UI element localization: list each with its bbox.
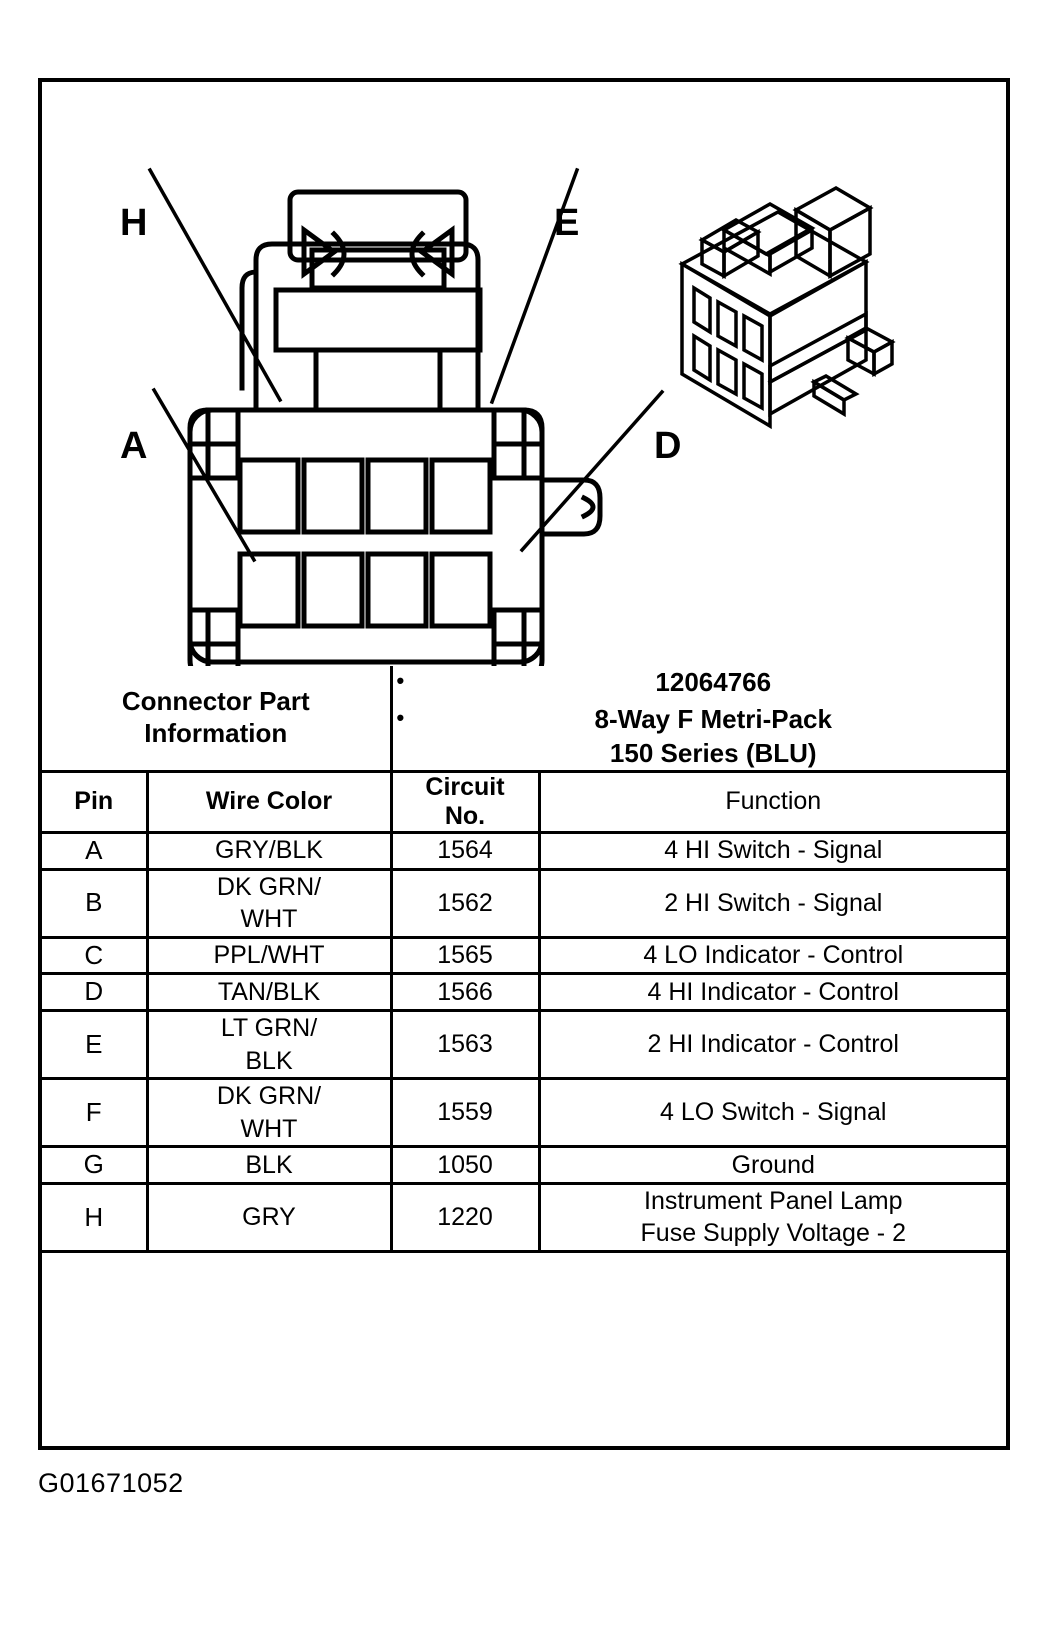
figure-caption: G01671052 [38,1468,184,1498]
cell-wire-color [147,1079,391,1147]
cell-wire-color [147,832,391,869]
cell-circuit-no: 1563 [391,1011,539,1079]
cell-function: 2 HI Indicator - Control [539,1011,1006,1079]
cavity-top-1 [240,460,298,532]
wire-color-line2: WHT [240,1114,298,1143]
column-header-circuit-line2: No. [444,801,486,830]
table-row [42,832,1006,869]
iso-latch-ramp-face [770,230,812,272]
cell-function [539,1183,1006,1251]
cell-function: 4 HI Switch - Signal [539,832,1006,869]
connector-isometric-view [682,188,892,426]
bullet-icon: • [396,705,405,731]
cell-wire-color [147,869,391,937]
function-line1: Instrument Panel Lamp [644,1186,903,1215]
callout-label-d: D [654,425,682,467]
cavity-bottom-4 [432,554,490,626]
column-header-function: Function [539,771,1006,832]
cpi-heading-line1: Connector Part [121,686,310,717]
cpi-item-connector-type [396,703,1007,770]
column-header-circuit-no [391,771,539,832]
callout-label-h: H [120,202,148,244]
callout-label-a: A [120,425,148,467]
cavity-top-3 [368,460,426,532]
cell-pin: H [42,1183,147,1251]
connector-part-information-row [42,666,1006,771]
cell-wire-color [147,1183,391,1251]
table-row [42,869,1006,937]
wire-color-line1: GRY/BLK [215,836,323,865]
cell-pin: E [42,1011,147,1079]
cavity-row-bottom [240,554,490,626]
function-line2: Fuse Supply Voltage - 2 [640,1219,906,1248]
wire-color-line1: DK GRN/ [216,1082,322,1111]
cell-pin: C [42,937,147,974]
cell-pin: B [42,869,147,937]
wire-color-line1: GRY [242,1203,296,1232]
table-row [42,1079,1006,1147]
column-header-wire-color: Wire Color [147,771,391,832]
connector-front-face [190,410,600,666]
iso-side-rail [770,314,866,382]
cavity-bottom-1 [240,554,298,626]
cpi-part-number: 12064766 [655,667,772,697]
cell-pin: A [42,832,147,869]
cavity-top-4 [432,460,490,532]
cavity-top-2 [304,460,362,532]
wire-color-line1: LT GRN/ [220,1014,318,1043]
connector-pin-table [42,666,1006,1253]
wire-color-line1: PPL/WHT [213,941,325,970]
bullet-icon: • [396,668,405,693]
cell-pin: G [42,1147,147,1184]
cavity-bottom-3 [368,554,426,626]
cell-circuit-no: 1220 [391,1183,539,1251]
connector-diagram [42,82,1006,666]
cell-circuit-no: 1562 [391,869,539,937]
wire-color-line2: BLK [245,1046,293,1075]
cell-wire-color [147,937,391,974]
callout-leader-lines [150,170,662,560]
cpi-connector-series: 150 Series (BLU) [609,737,817,768]
cell-function: 4 HI Indicator - Control [539,974,1006,1011]
table-row [42,1183,1006,1251]
cell-pin: D [42,974,147,1011]
cavity-row-top [240,460,490,532]
iso-lever-front [702,240,724,276]
cell-circuit-no: 1559 [391,1079,539,1147]
cell-wire-color [147,974,391,1011]
iso-tower-side [830,208,870,276]
cpi-item-part-number [396,666,1007,699]
cell-function: Ground [539,1147,1006,1184]
cell-circuit-no: 1050 [391,1147,539,1184]
wire-color-line1: DK GRN/ [216,872,322,901]
leader-line-h [150,170,280,400]
cpi-connector-type: 8-Way F Metri-Pack [594,704,832,735]
wire-color-line1: TAN/BLK [217,978,321,1007]
cell-function: 2 HI Switch - Signal [539,869,1006,937]
column-header-pin: Pin [42,771,147,832]
connector-part-information-values [391,666,1006,771]
table-row [42,974,1006,1011]
cell-circuit-no: 1566 [391,974,539,1011]
cell-pin: F [42,1079,147,1147]
cell-wire-color [147,1147,391,1184]
cell-circuit-no: 1564 [391,832,539,869]
connector-figure-frame [38,78,1010,1450]
column-header-circuit-line1: Circuit [425,772,505,801]
connector-left-ears [190,410,238,666]
cell-function: 4 LO Indicator - Control [539,937,1006,974]
connector-drawing-svg [42,82,1006,666]
cell-circuit-no: 1565 [391,937,539,974]
table-row [42,937,1006,974]
cavity-bottom-2 [304,554,362,626]
cell-wire-color [147,1011,391,1079]
table-row [42,1147,1006,1184]
cpi-heading-line2: Information [144,717,288,748]
latch-pedestal [276,290,480,350]
connector-part-information-label [42,666,391,771]
connector-right-keying-tab [542,480,600,534]
callout-label-e: E [554,202,580,244]
table-header-row [42,771,1006,832]
wire-color-line2: WHT [240,905,298,934]
connector-latch-assembly [242,192,480,410]
table-row [42,1011,1006,1079]
cell-function: 4 LO Switch - Signal [539,1079,1006,1147]
wire-color-line1: BLK [245,1150,293,1179]
